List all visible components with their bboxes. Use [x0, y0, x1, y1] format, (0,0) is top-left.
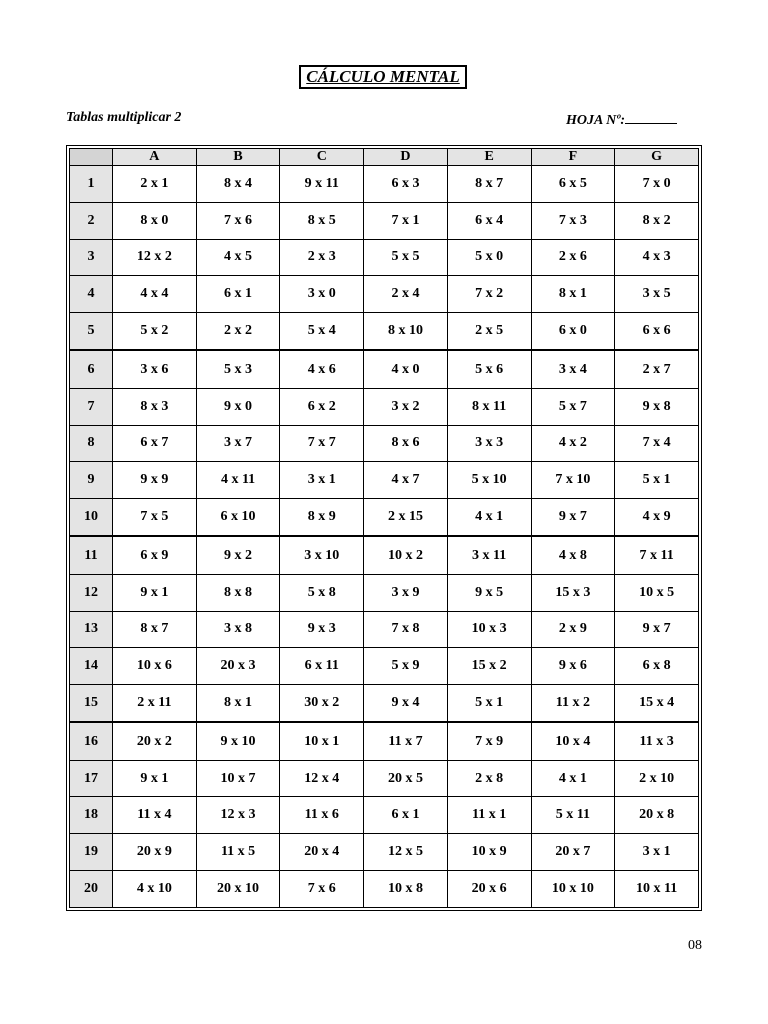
problem-cell: 7 x 4 — [615, 425, 699, 462]
table-row — [70, 574, 699, 611]
problem-cell: 3 x 6 — [113, 350, 197, 388]
problem-cell: 8 x 7 — [447, 166, 531, 203]
problem-cell: 10 x 7 — [196, 760, 280, 797]
problem-cell: 7 x 3 — [531, 202, 615, 239]
problem-cell: 2 x 11 — [113, 685, 197, 723]
problem-cell: 7 x 6 — [196, 202, 280, 239]
problem-cell: 10 x 9 — [447, 834, 531, 871]
problem-cell: 5 x 10 — [447, 462, 531, 499]
table-row — [70, 239, 699, 276]
problem-cell: 8 x 0 — [113, 202, 197, 239]
problem-cell: 6 x 11 — [280, 648, 364, 685]
problem-cell: 3 x 2 — [364, 388, 448, 425]
problem-cell: 4 x 9 — [615, 499, 699, 537]
problem-cell: 2 x 9 — [531, 611, 615, 648]
row-number: 14 — [70, 648, 113, 685]
problem-cell: 7 x 2 — [447, 276, 531, 313]
row-number: 11 — [70, 536, 113, 574]
sheet-number-blank — [625, 110, 677, 124]
problem-cell: 10 x 11 — [615, 871, 699, 908]
row-number: 16 — [70, 722, 113, 760]
problem-cell: 5 x 4 — [280, 313, 364, 351]
problem-cell: 12 x 5 — [364, 834, 448, 871]
problem-cell: 7 x 6 — [280, 871, 364, 908]
problem-cell: 3 x 7 — [196, 425, 280, 462]
multiplication-table-frame — [66, 145, 702, 911]
problem-cell: 2 x 8 — [447, 760, 531, 797]
problem-cell: 5 x 6 — [447, 350, 531, 388]
problem-cell: 9 x 7 — [615, 611, 699, 648]
table-row — [70, 350, 699, 388]
problem-cell: 15 x 3 — [531, 574, 615, 611]
table-row — [70, 462, 699, 499]
problem-cell: 10 x 8 — [364, 871, 448, 908]
problem-cell: 4 x 3 — [615, 239, 699, 276]
document-title: CÁLCULO MENTAL — [299, 65, 467, 89]
problem-cell: 20 x 2 — [113, 722, 197, 760]
problem-cell: 7 x 9 — [447, 722, 531, 760]
problem-cell: 12 x 3 — [196, 797, 280, 834]
row-number: 15 — [70, 685, 113, 723]
problem-cell: 3 x 3 — [447, 425, 531, 462]
problem-cell: 5 x 0 — [447, 239, 531, 276]
problem-cell: 4 x 11 — [196, 462, 280, 499]
problem-cell: 2 x 7 — [615, 350, 699, 388]
problem-cell: 2 x 10 — [615, 760, 699, 797]
sheet-number-label-text: HOJA Nº: — [566, 113, 626, 128]
document-subtitle: Tablas multiplicar 2 — [66, 110, 182, 125]
column-header: C — [280, 149, 364, 166]
problem-cell: 6 x 6 — [615, 313, 699, 351]
problem-cell: 9 x 1 — [113, 760, 197, 797]
problem-cell: 10 x 3 — [447, 611, 531, 648]
problem-cell: 8 x 1 — [196, 685, 280, 723]
row-number: 20 — [70, 871, 113, 908]
problem-cell: 11 x 7 — [364, 722, 448, 760]
row-number: 7 — [70, 388, 113, 425]
table-row — [70, 834, 699, 871]
row-number: 5 — [70, 313, 113, 351]
table-row — [70, 871, 699, 908]
problem-cell: 9 x 9 — [113, 462, 197, 499]
column-header: F — [531, 149, 615, 166]
problem-cell: 3 x 10 — [280, 536, 364, 574]
problem-cell: 20 x 4 — [280, 834, 364, 871]
table-row — [70, 722, 699, 760]
problem-cell: 5 x 9 — [364, 648, 448, 685]
problem-cell: 7 x 11 — [615, 536, 699, 574]
problem-cell: 2 x 15 — [364, 499, 448, 537]
problem-cell: 7 x 0 — [615, 166, 699, 203]
problem-cell: 6 x 9 — [113, 536, 197, 574]
column-header: E — [447, 149, 531, 166]
problem-cell: 7 x 8 — [364, 611, 448, 648]
problem-cell: 6 x 3 — [364, 166, 448, 203]
table-row — [70, 797, 699, 834]
row-number: 2 — [70, 202, 113, 239]
problem-cell: 4 x 7 — [364, 462, 448, 499]
column-header: A — [113, 149, 197, 166]
problem-cell: 9 x 8 — [615, 388, 699, 425]
problem-cell: 3 x 1 — [280, 462, 364, 499]
problem-cell: 6 x 4 — [447, 202, 531, 239]
problem-cell: 4 x 10 — [113, 871, 197, 908]
problem-cell: 9 x 1 — [113, 574, 197, 611]
problem-cell: 9 x 5 — [447, 574, 531, 611]
table-row — [70, 166, 699, 203]
problem-cell: 12 x 4 — [280, 760, 364, 797]
problem-cell: 5 x 1 — [615, 462, 699, 499]
problem-cell: 7 x 1 — [364, 202, 448, 239]
problem-cell: 9 x 2 — [196, 536, 280, 574]
problem-cell: 8 x 7 — [113, 611, 197, 648]
row-number: 12 — [70, 574, 113, 611]
problem-cell: 20 x 3 — [196, 648, 280, 685]
problem-cell: 6 x 5 — [531, 166, 615, 203]
problem-cell: 6 x 2 — [280, 388, 364, 425]
row-number: 10 — [70, 499, 113, 537]
problem-cell: 10 x 10 — [531, 871, 615, 908]
problem-cell: 4 x 1 — [447, 499, 531, 537]
problem-cell: 11 x 1 — [447, 797, 531, 834]
problem-cell: 4 x 1 — [531, 760, 615, 797]
problem-cell: 3 x 9 — [364, 574, 448, 611]
table-row — [70, 648, 699, 685]
row-number: 19 — [70, 834, 113, 871]
problem-cell: 7 x 5 — [113, 499, 197, 537]
problem-cell: 2 x 3 — [280, 239, 364, 276]
problem-cell: 3 x 0 — [280, 276, 364, 313]
row-number: 8 — [70, 425, 113, 462]
problem-cell: 6 x 10 — [196, 499, 280, 537]
problem-cell: 3 x 5 — [615, 276, 699, 313]
problem-cell: 4 x 4 — [113, 276, 197, 313]
table-row — [70, 313, 699, 351]
problem-cell: 5 x 2 — [113, 313, 197, 351]
row-number: 18 — [70, 797, 113, 834]
problem-cell: 20 x 7 — [531, 834, 615, 871]
problem-cell: 6 x 1 — [364, 797, 448, 834]
problem-cell: 8 x 10 — [364, 313, 448, 351]
problem-cell: 6 x 1 — [196, 276, 280, 313]
problem-cell: 10 x 1 — [280, 722, 364, 760]
table-row — [70, 611, 699, 648]
problem-cell: 11 x 2 — [531, 685, 615, 723]
problem-cell: 7 x 10 — [531, 462, 615, 499]
problem-cell: 11 x 6 — [280, 797, 364, 834]
problem-cell: 6 x 8 — [615, 648, 699, 685]
problem-cell: 8 x 5 — [280, 202, 364, 239]
problem-cell: 12 x 2 — [113, 239, 197, 276]
problem-cell: 2 x 2 — [196, 313, 280, 351]
row-number: 9 — [70, 462, 113, 499]
problem-cell: 8 x 8 — [196, 574, 280, 611]
problem-cell: 9 x 4 — [364, 685, 448, 723]
column-header: B — [196, 149, 280, 166]
problem-cell: 2 x 4 — [364, 276, 448, 313]
problem-cell: 9 x 0 — [196, 388, 280, 425]
problem-cell: 20 x 6 — [447, 871, 531, 908]
problem-cell: 15 x 4 — [615, 685, 699, 723]
multiplication-table — [69, 148, 699, 908]
table-header-row — [70, 149, 699, 166]
problem-cell: 2 x 5 — [447, 313, 531, 351]
problem-cell: 5 x 1 — [447, 685, 531, 723]
problem-cell: 8 x 9 — [280, 499, 364, 537]
problem-cell: 11 x 5 — [196, 834, 280, 871]
problem-cell: 7 x 7 — [280, 425, 364, 462]
problem-cell: 20 x 9 — [113, 834, 197, 871]
problem-cell: 8 x 6 — [364, 425, 448, 462]
problem-cell: 4 x 5 — [196, 239, 280, 276]
row-number: 17 — [70, 760, 113, 797]
row-number: 6 — [70, 350, 113, 388]
row-number: 3 — [70, 239, 113, 276]
table-row — [70, 499, 699, 537]
problem-cell: 15 x 2 — [447, 648, 531, 685]
table-body — [70, 166, 699, 908]
problem-cell: 4 x 8 — [531, 536, 615, 574]
problem-cell: 6 x 7 — [113, 425, 197, 462]
problem-cell: 10 x 6 — [113, 648, 197, 685]
problem-cell: 10 x 5 — [615, 574, 699, 611]
problem-cell: 8 x 3 — [113, 388, 197, 425]
table-row — [70, 425, 699, 462]
table-row — [70, 760, 699, 797]
problem-cell: 9 x 7 — [531, 499, 615, 537]
problem-cell: 8 x 11 — [447, 388, 531, 425]
problem-cell: 30 x 2 — [280, 685, 364, 723]
problem-cell: 5 x 3 — [196, 350, 280, 388]
problem-cell: 4 x 0 — [364, 350, 448, 388]
problem-cell: 3 x 11 — [447, 536, 531, 574]
column-header: G — [615, 149, 699, 166]
problem-cell: 9 x 11 — [280, 166, 364, 203]
problem-cell: 3 x 4 — [531, 350, 615, 388]
problem-cell: 4 x 6 — [280, 350, 364, 388]
problem-cell: 5 x 8 — [280, 574, 364, 611]
problem-cell: 2 x 1 — [113, 166, 197, 203]
problem-cell: 5 x 7 — [531, 388, 615, 425]
table-row — [70, 536, 699, 574]
problem-cell: 20 x 10 — [196, 871, 280, 908]
problem-cell: 5 x 5 — [364, 239, 448, 276]
row-number: 13 — [70, 611, 113, 648]
problem-cell: 2 x 6 — [531, 239, 615, 276]
row-number: 1 — [70, 166, 113, 203]
problem-cell: 9 x 6 — [531, 648, 615, 685]
table-row — [70, 202, 699, 239]
column-header: D — [364, 149, 448, 166]
problem-cell: 3 x 1 — [615, 834, 699, 871]
problem-cell: 11 x 4 — [113, 797, 197, 834]
page-number: 08 — [688, 938, 702, 953]
problem-cell: 9 x 3 — [280, 611, 364, 648]
table-row — [70, 276, 699, 313]
problem-cell: 9 x 10 — [196, 722, 280, 760]
problem-cell: 6 x 0 — [531, 313, 615, 351]
table-row — [70, 388, 699, 425]
table-corner-cell — [70, 149, 113, 166]
problem-cell: 10 x 4 — [531, 722, 615, 760]
row-number: 4 — [70, 276, 113, 313]
problem-cell: 20 x 5 — [364, 760, 448, 797]
problem-cell: 3 x 8 — [196, 611, 280, 648]
problem-cell: 10 x 2 — [364, 536, 448, 574]
problem-cell: 8 x 4 — [196, 166, 280, 203]
problem-cell: 4 x 2 — [531, 425, 615, 462]
problem-cell: 5 x 11 — [531, 797, 615, 834]
problem-cell: 8 x 2 — [615, 202, 699, 239]
problem-cell: 20 x 8 — [615, 797, 699, 834]
table-row — [70, 685, 699, 723]
problem-cell: 11 x 3 — [615, 722, 699, 760]
sheet-number-label — [566, 110, 677, 129]
problem-cell: 8 x 1 — [531, 276, 615, 313]
